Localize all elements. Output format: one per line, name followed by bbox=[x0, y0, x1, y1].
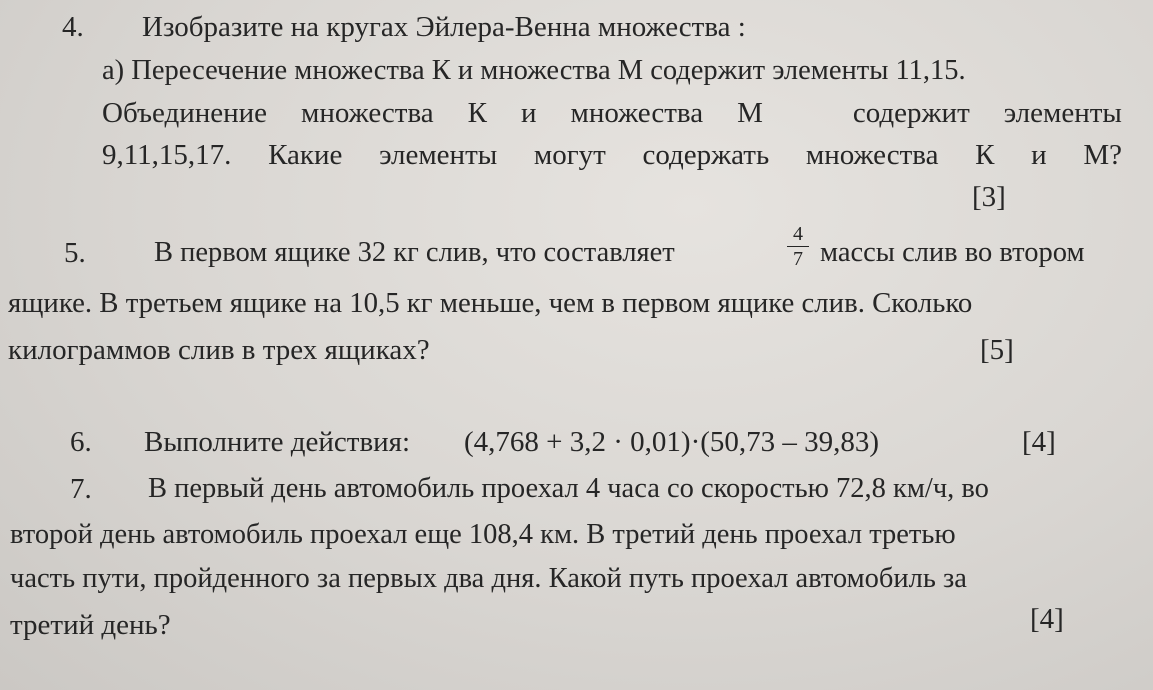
fraction-numerator: 4 bbox=[793, 223, 803, 245]
word: Какие bbox=[268, 139, 343, 171]
word: М bbox=[737, 97, 763, 129]
word: и bbox=[1031, 139, 1047, 171]
task7-line1: В первый день автомобиль проехал 4 часа со скоростью 72,8 км/ч, во bbox=[148, 473, 989, 504]
fraction-bar bbox=[787, 246, 809, 247]
word: содержать bbox=[642, 139, 770, 171]
word: множества bbox=[570, 97, 704, 129]
word: К bbox=[975, 139, 995, 171]
task4-number: 4. bbox=[62, 11, 84, 43]
word: Объединение bbox=[102, 97, 268, 129]
task5-line1-end: массы слив во втором bbox=[820, 237, 1085, 268]
task6-number: 6. bbox=[70, 426, 92, 458]
word: множества bbox=[301, 97, 434, 129]
task4-line-b bbox=[102, 96, 1122, 130]
task5-line1-start: В первом ящике 32 кг слив, что составляет bbox=[154, 237, 675, 268]
task6-expression: (4,768 + 3,2 · 0,01)·(50,73 – 39,83) bbox=[464, 426, 880, 458]
fraction-denominator: 7 bbox=[793, 248, 803, 270]
word: и bbox=[520, 97, 537, 129]
task4-score: [3] bbox=[972, 181, 1006, 213]
task5-line2: ящике. В третьем ящике на 10,5 кг меньше, чем в первом ящике слив. Сколько bbox=[8, 287, 973, 319]
task5-number: 5. bbox=[64, 237, 86, 269]
task7-line4: третий день? bbox=[10, 609, 171, 641]
task7-score: [4] bbox=[1030, 603, 1064, 635]
task7-line3: часть пути, пройденного за первых два дня. Какой путь проехал автомобиль за bbox=[10, 563, 967, 594]
task5-score: [5] bbox=[980, 334, 1014, 366]
word: 9,11,15,17. bbox=[102, 139, 232, 171]
word: множества bbox=[805, 139, 939, 171]
task5-fraction bbox=[787, 224, 809, 269]
task7-line2: второй день автомобиль проехал еще 108,4 км. В третий день проехал третью bbox=[10, 519, 956, 550]
task4-line-a: а) Пересечение множества К и множества М содержит элементы 11,15. bbox=[102, 55, 966, 86]
task4-title: Изобразите на кругах Эйлера-Венна множества : bbox=[142, 11, 746, 43]
task7-number: 7. bbox=[70, 473, 92, 505]
task6-score: [4] bbox=[1022, 426, 1056, 458]
task6-text: Выполните действия: bbox=[144, 426, 411, 458]
word: элементы bbox=[379, 139, 498, 171]
word: элементы bbox=[1003, 97, 1122, 129]
task5-line3: килограммов слив в трех ящиках? bbox=[8, 334, 430, 366]
word: могут bbox=[533, 139, 606, 171]
word: содержит bbox=[852, 97, 970, 129]
task4-line-c bbox=[102, 138, 1122, 172]
word: М? bbox=[1083, 139, 1122, 171]
word: К bbox=[467, 97, 487, 129]
